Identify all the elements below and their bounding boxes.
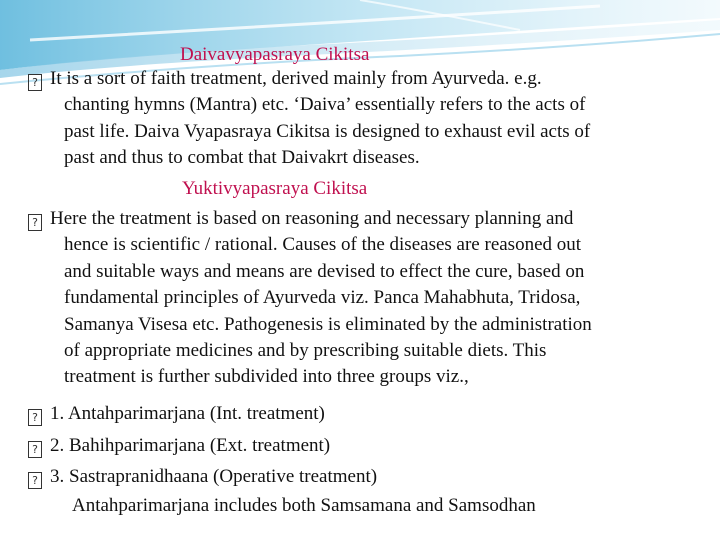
list-item: ? 2. Bahihparimarjana (Ext. treatment) <box>28 430 688 462</box>
closing-line: Antahparimarjana includes both Samsamana and Samsodhan <box>72 495 536 516</box>
list-item: ? 1. Antahparimarjana (Int. treatment) <box>28 398 688 430</box>
treatment-groups-list <box>28 398 688 493</box>
bullet-icon: ? <box>28 409 42 426</box>
bullet-icon: ? <box>28 74 42 91</box>
paragraph-line: and suitable ways and means are devised to effect the cure, based on <box>64 260 585 282</box>
paragraph-line: treatment is further subdivided into three groups viz., <box>64 366 469 388</box>
paragraph-daivavyapasraya <box>28 66 688 172</box>
heading-daivavyapasraya: Daivavyapasraya Cikitsa <box>180 44 370 65</box>
paragraph-line: chanting hymns (Mantra) etc. ‘Daiva’ essentially refers to the acts of <box>64 94 586 116</box>
paragraph-line: of appropriate medicines and by prescribing suitable diets. This <box>64 340 547 362</box>
paragraph-line: ? Here the treatment is based on reasoning and necessary planning and <box>28 206 688 232</box>
paragraph-line: Samanya Visesa etc. Pathogenesis is eliminated by the administration <box>64 313 592 335</box>
bullet-icon: ? <box>28 214 42 231</box>
paragraph-yuktivyapasraya <box>28 206 688 391</box>
bullet-icon: ? <box>28 472 42 489</box>
paragraph-line: ? It is a sort of faith treatment, derived mainly from Ayurveda. e.g. <box>28 66 688 92</box>
paragraph-line: past and thus to combat that Daivakrt diseases. <box>64 147 420 169</box>
paragraph-line: past life. Daiva Vyapasraya Cikitsa is designed to exhaust evil acts of <box>64 120 591 142</box>
paragraph-line: hence is scientific / rational. Causes of the diseases are reasoned out <box>64 234 582 256</box>
paragraph-line: fundamental principles of Ayurveda viz. Panca Mahabhuta, Tridosa, <box>64 287 581 309</box>
list-item: ? 3. Sastrapranidhaana (Operative treatment) <box>28 461 688 493</box>
heading-yuktivyapasraya: Yuktivyapasraya Cikitsa <box>182 178 368 199</box>
bullet-icon: ? <box>28 441 42 458</box>
